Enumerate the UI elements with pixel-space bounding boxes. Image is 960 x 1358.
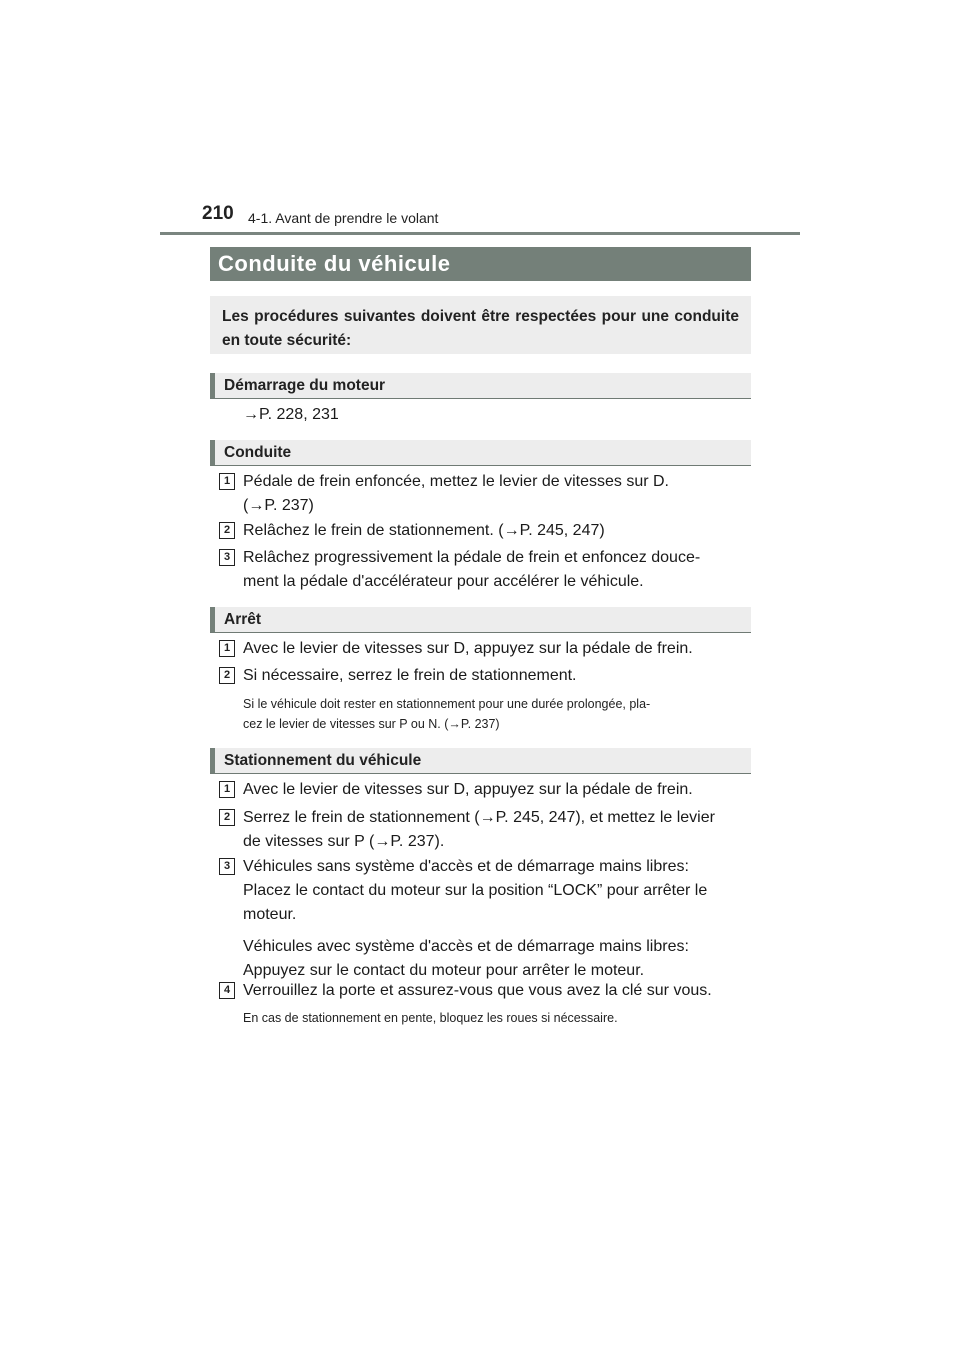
section-heading-stop xyxy=(210,607,751,633)
intro-box xyxy=(210,296,751,354)
step-number: 1 xyxy=(219,473,235,490)
section-heading-parking xyxy=(210,748,751,774)
header-rule xyxy=(160,232,800,235)
section-heading-label: Démarrage du moteur xyxy=(224,377,386,394)
page-number: 210 xyxy=(202,203,234,224)
parking-step-2: Serrez le frein de stationnement (→P. 245, 247), et mettez le levier de vitesses sur P (→P. 237). xyxy=(243,809,715,850)
section-heading-label: Arrêt xyxy=(224,611,262,628)
running-head: 4-1. Avant de prendre le volant xyxy=(248,210,439,226)
section-heading-driving xyxy=(210,440,751,466)
stop-step-2: Si nécessaire, serrez le frein de stationnement. xyxy=(243,667,577,684)
step-number: 3 xyxy=(219,549,235,566)
step-number: 2 xyxy=(219,522,235,539)
step-number: 4 xyxy=(219,982,235,999)
page-title-bar xyxy=(210,247,751,281)
start-reference: →P. 228, 231 xyxy=(243,406,339,423)
driving-step-1: Pédale de frein enfoncée, mettez le levier de vitesses sur D. (→P. 237) xyxy=(243,473,669,514)
step-number: 2 xyxy=(219,667,235,684)
driving-step-2: Relâchez le frein de stationnement. (→P. 245, 247) xyxy=(243,522,605,539)
stop-step-1: Avec le levier de vitesses sur D, appuyez sur la pédale de frein. xyxy=(243,640,693,657)
step-number: 1 xyxy=(219,640,235,657)
step-number: 2 xyxy=(219,809,235,826)
parking-step-3: Véhicules sans système d'accès et de démarrage mains libres: Placez le contact du moteur sur la position “LOCK” pour arrêter le moteur. Véhicules avec système d'accès et de démarrage mains libres: Appuyez sur le contact du moteur pour arrêter le moteur. xyxy=(243,858,708,979)
driving-step-3: Relâchez progressivement la pédale de frein et enfoncez douce- ment la pédale d'accélérateur pour accélérer le véhicule. xyxy=(243,549,701,590)
intro-text: Les procédures suivantes doivent être respectées pour une conduite en toute sécurité: xyxy=(222,308,739,349)
section-heading-start xyxy=(210,373,751,399)
parking-note: En cas de stationnement en pente, bloquez les roues si nécessaire. xyxy=(243,1011,618,1025)
stop-note: Si le véhicule doit rester en stationnement pour une durée prolongée, pla- cez le levier de vitesses sur P ou N. (→P. 237) xyxy=(243,697,651,731)
parking-step-4: Verrouillez la porte et assurez-vous que vous avez la clé sur vous. xyxy=(243,982,712,999)
step-number: 3 xyxy=(219,858,235,875)
section-heading-label: Conduite xyxy=(224,444,292,461)
step-number: 1 xyxy=(219,781,235,798)
page-title: Conduite du véhicule xyxy=(218,251,451,276)
section-heading-label: Stationnement du véhicule xyxy=(224,752,422,769)
parking-step-1: Avec le levier de vitesses sur D, appuyez sur la pédale de frein. xyxy=(243,781,693,798)
